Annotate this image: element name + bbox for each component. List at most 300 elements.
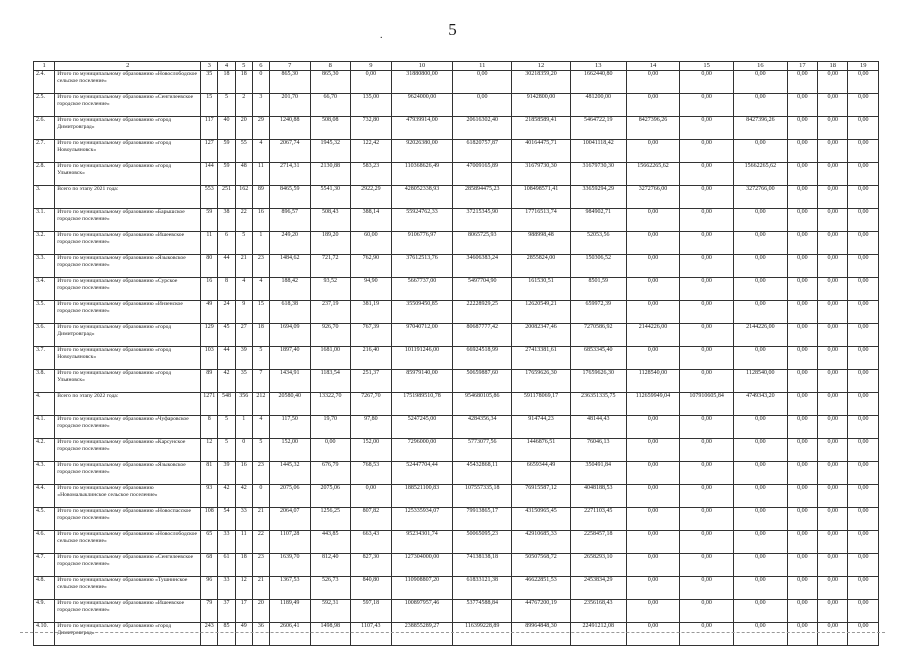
page-bottom-edge bbox=[20, 632, 885, 635]
table-cell: 0,00 bbox=[733, 231, 787, 254]
row-index-cell: 3.1. bbox=[34, 208, 55, 231]
table-cell: 108498571,41 bbox=[512, 185, 571, 208]
table-cell: 42 bbox=[218, 369, 235, 392]
table-row bbox=[34, 300, 879, 323]
table-cell: 44767200,19 bbox=[512, 599, 571, 622]
table-cell: 61833121,38 bbox=[453, 576, 512, 599]
row-index-cell: 4.1. bbox=[34, 415, 55, 438]
row-index-cell: 4.10. bbox=[34, 622, 55, 645]
table-cell: 30218359,20 bbox=[512, 70, 571, 93]
table-cell: 21 bbox=[252, 507, 269, 530]
table-cell: 0,00 bbox=[680, 254, 734, 277]
row-name-cell: Итого по муниципальному образованию «Барышское городское поселение» bbox=[55, 208, 201, 231]
row-name-cell: Итого по муниципальному образованию «Языковское городское поселение» bbox=[55, 461, 201, 484]
table-cell: 0,00 bbox=[787, 277, 817, 300]
table-cell: 0,00 bbox=[351, 70, 392, 93]
table-cell: 34606383,24 bbox=[453, 254, 512, 277]
table-cell: 2075,06 bbox=[270, 484, 311, 507]
table-cell: 1681,00 bbox=[310, 346, 351, 369]
table-cell: 18 bbox=[235, 70, 252, 93]
table-cell: 42 bbox=[235, 484, 252, 507]
table-cell: 94,90 bbox=[351, 277, 392, 300]
table-cell: 9142800,00 bbox=[512, 93, 571, 116]
table-cell: 1107,28 bbox=[270, 530, 311, 553]
table-cell: 23 bbox=[252, 254, 269, 277]
table-cell: 20 bbox=[252, 599, 269, 622]
table-cell: 0,00 bbox=[848, 162, 879, 185]
table-cell: 1639,70 bbox=[270, 553, 311, 576]
table-cell: 85979140,00 bbox=[391, 369, 453, 392]
column-header: 17 bbox=[787, 62, 817, 71]
row-index-cell: 4.7. bbox=[34, 553, 55, 576]
table-cell: 1128540,00 bbox=[733, 369, 787, 392]
table-cell: 1367,53 bbox=[270, 576, 311, 599]
table-cell: 0,00 bbox=[818, 369, 848, 392]
table-cell: 0,00 bbox=[787, 392, 817, 415]
table-cell: 0,00 bbox=[626, 484, 680, 507]
table-cell: 0,00 bbox=[818, 162, 848, 185]
table-cell: 2356168,43 bbox=[570, 599, 626, 622]
table-cell: 6853345,40 bbox=[570, 346, 626, 369]
table-cell: 0,00 bbox=[818, 507, 848, 530]
table-cell: 5 bbox=[252, 346, 269, 369]
table-row bbox=[34, 553, 879, 576]
table-cell: 0,00 bbox=[453, 93, 512, 116]
table-cell: 42910685,33 bbox=[512, 530, 571, 553]
table-cell: 0,00 bbox=[848, 530, 879, 553]
table-cell: 5541,30 bbox=[310, 185, 351, 208]
table-cell: 3 bbox=[252, 93, 269, 116]
table-cell: 249,20 bbox=[270, 231, 311, 254]
column-header: 2 bbox=[55, 62, 201, 71]
table-cell: 0,00 bbox=[848, 553, 879, 576]
table-cell: 0,00 bbox=[818, 346, 848, 369]
table-cell: 827,30 bbox=[351, 553, 392, 576]
table-cell: 0,00 bbox=[818, 622, 848, 645]
table-cell: 0,00 bbox=[787, 116, 817, 139]
table-cell: 35509450,85 bbox=[391, 300, 453, 323]
table-cell: 0,00 bbox=[733, 553, 787, 576]
table-cell: 2855824,00 bbox=[512, 254, 571, 277]
table-cell: 89964848,30 bbox=[512, 622, 571, 645]
table-cell: 0,00 bbox=[626, 277, 680, 300]
table-cell: 0,00 bbox=[626, 415, 680, 438]
table-cell: 44 bbox=[218, 254, 235, 277]
table-cell: 481200,00 bbox=[570, 93, 626, 116]
column-header: 1 bbox=[34, 62, 55, 71]
column-header: 3 bbox=[201, 62, 218, 71]
table-cell: 0 bbox=[252, 484, 269, 507]
table-cell: 2258457,18 bbox=[570, 530, 626, 553]
table-cell: 116399228,89 bbox=[453, 622, 512, 645]
table-cell: 20 bbox=[235, 116, 252, 139]
resettlement-table bbox=[33, 61, 879, 646]
table-row bbox=[34, 576, 879, 599]
table-cell: 0,00 bbox=[351, 484, 392, 507]
column-header: 12 bbox=[512, 62, 571, 71]
table-cell: 251 bbox=[218, 185, 235, 208]
table-cell: 10041118,42 bbox=[570, 139, 626, 162]
table-cell: 46622851,53 bbox=[512, 576, 571, 599]
table-cell: 0,00 bbox=[818, 300, 848, 323]
table-cell: 0,00 bbox=[680, 415, 734, 438]
table-cell: 27 bbox=[235, 323, 252, 346]
table-cell: 0,00 bbox=[787, 346, 817, 369]
table-cell: 914744,23 bbox=[512, 415, 571, 438]
table-cell: 0,00 bbox=[848, 185, 879, 208]
table-header-row bbox=[34, 62, 879, 71]
table-cell: 1897,40 bbox=[270, 346, 311, 369]
table-cell: 101191246,00 bbox=[391, 346, 453, 369]
table-cell: 0,00 bbox=[818, 461, 848, 484]
table-cell: 20580,40 bbox=[270, 392, 311, 415]
table-cell: 93,52 bbox=[310, 277, 351, 300]
row-index-cell: 2.5. bbox=[34, 93, 55, 116]
table-cell: 0,00 bbox=[787, 231, 817, 254]
table-cell: 4 bbox=[252, 277, 269, 300]
table-row bbox=[34, 70, 879, 93]
table-cell: 55 bbox=[235, 139, 252, 162]
table-cell: 18 bbox=[235, 553, 252, 576]
table-cell: 0,00 bbox=[680, 93, 734, 116]
table-row bbox=[34, 139, 879, 162]
row-name-cell: Итого по муниципальному образованию «город Димитровград» bbox=[55, 622, 201, 645]
table-cell: 865,30 bbox=[270, 70, 311, 93]
table-cell: 17 bbox=[235, 599, 252, 622]
table-cell: 896,57 bbox=[270, 208, 311, 231]
table-cell: 17659626,30 bbox=[570, 369, 626, 392]
column-header: 13 bbox=[570, 62, 626, 71]
table-cell: 0,00 bbox=[680, 599, 734, 622]
table-cell: 508,08 bbox=[310, 116, 351, 139]
table-cell: 52447704,44 bbox=[391, 461, 453, 484]
table-cell: 8065725,93 bbox=[453, 231, 512, 254]
table-cell: 659972,39 bbox=[570, 300, 626, 323]
table-cell: 2606,41 bbox=[270, 622, 311, 645]
table-cell: 0,00 bbox=[848, 70, 879, 93]
table-cell: 1484,62 bbox=[270, 254, 311, 277]
table-cell: 39 bbox=[218, 461, 235, 484]
table-cell: 526,73 bbox=[310, 576, 351, 599]
table-cell: 0,00 bbox=[733, 139, 787, 162]
table-cell: 5464722,19 bbox=[570, 116, 626, 139]
table-cell: 15662265,62 bbox=[733, 162, 787, 185]
table-cell: 50659887,60 bbox=[453, 369, 512, 392]
table-cell: 1107,43 bbox=[351, 622, 392, 645]
table-row bbox=[34, 231, 879, 254]
table-row bbox=[34, 162, 879, 185]
table-cell: 89 bbox=[252, 185, 269, 208]
table-cell: 37 bbox=[218, 599, 235, 622]
page-number: 5 bbox=[448, 20, 457, 39]
column-header: 4 bbox=[218, 62, 235, 71]
column-header: 18 bbox=[818, 62, 848, 71]
table-cell: 0,00 bbox=[848, 323, 879, 346]
table-cell: 0,00 bbox=[818, 553, 848, 576]
table-cell: 12 bbox=[235, 576, 252, 599]
table-cell: 0,00 bbox=[787, 162, 817, 185]
table-cell: 18 bbox=[218, 70, 235, 93]
table-cell: 31880800,00 bbox=[391, 70, 453, 93]
table-cell: 24 bbox=[218, 300, 235, 323]
table-cell: 2067,74 bbox=[270, 139, 311, 162]
table-cell: 0,00 bbox=[733, 484, 787, 507]
table-cell: 388,14 bbox=[351, 208, 392, 231]
table-cell: 0,00 bbox=[626, 530, 680, 553]
row-name-cell: Итого по муниципальному образованию «город Димитровград» bbox=[55, 116, 201, 139]
table-row bbox=[34, 484, 879, 507]
table-cell: 81 bbox=[201, 461, 218, 484]
table-cell: 4284356,34 bbox=[453, 415, 512, 438]
table-cell: 61 bbox=[218, 553, 235, 576]
table-cell: 7267,70 bbox=[351, 392, 392, 415]
row-name-cell: Итого по муниципальному образованию «Тушнинское сельское поселение» bbox=[55, 576, 201, 599]
table-cell: 33 bbox=[218, 576, 235, 599]
table-cell: 285894475,23 bbox=[453, 185, 512, 208]
column-header: 16 bbox=[733, 62, 787, 71]
table-cell: 0,00 bbox=[680, 208, 734, 231]
table-cell: 0,00 bbox=[848, 116, 879, 139]
table-cell: 15 bbox=[252, 300, 269, 323]
table-cell: 0,00 bbox=[733, 277, 787, 300]
table-cell: 0,00 bbox=[818, 139, 848, 162]
table-cell: 0,00 bbox=[680, 484, 734, 507]
table-cell: 92026380,00 bbox=[391, 139, 453, 162]
table-cell: 0,00 bbox=[733, 599, 787, 622]
row-name-cell: Итого по муниципальному образованию «Новослободское сельское поселение» bbox=[55, 530, 201, 553]
table-cell: 0,00 bbox=[818, 185, 848, 208]
table-cell: 60,00 bbox=[351, 231, 392, 254]
table-cell: 0,00 bbox=[787, 139, 817, 162]
table-cell: 43150965,45 bbox=[512, 507, 571, 530]
table-cell: 592,31 bbox=[310, 599, 351, 622]
table-cell: 4048188,53 bbox=[570, 484, 626, 507]
table-cell: 74138138,18 bbox=[453, 553, 512, 576]
table-cell: 0,00 bbox=[626, 599, 680, 622]
table-cell: 37215345,90 bbox=[453, 208, 512, 231]
row-index-cell: 3.4. bbox=[34, 277, 55, 300]
table-cell: 0,00 bbox=[680, 70, 734, 93]
table-cell: 7270586,92 bbox=[570, 323, 626, 346]
table-cell: 0,00 bbox=[680, 507, 734, 530]
table-row bbox=[34, 530, 879, 553]
table-cell: 2130,88 bbox=[310, 162, 351, 185]
table-cell: 12620549,21 bbox=[512, 300, 571, 323]
table-cell: 251,37 bbox=[351, 369, 392, 392]
table-cell: 428052338,93 bbox=[391, 185, 453, 208]
table-cell: 100897957,46 bbox=[391, 599, 453, 622]
row-index-cell: 4.2. bbox=[34, 438, 55, 461]
table-cell: 0,00 bbox=[818, 323, 848, 346]
table-cell: 732,80 bbox=[351, 116, 392, 139]
table-cell: 0,00 bbox=[818, 599, 848, 622]
table-cell: 216,40 bbox=[351, 346, 392, 369]
table-row bbox=[34, 254, 879, 277]
table-cell: 23 bbox=[252, 461, 269, 484]
table-cell: 0,00 bbox=[848, 254, 879, 277]
table-cell: 0,00 bbox=[626, 461, 680, 484]
table-cell: 9106776,97 bbox=[391, 231, 453, 254]
table-cell: 5247245,00 bbox=[391, 415, 453, 438]
row-name-cell: Итого по муниципальному образованию «Чуфаровское городское поселение» bbox=[55, 415, 201, 438]
table-cell: 1 bbox=[252, 231, 269, 254]
table-cell: 0,00 bbox=[787, 93, 817, 116]
table-cell: 127304000,00 bbox=[391, 553, 453, 576]
table-cell: 0,00 bbox=[733, 530, 787, 553]
table-cell: 35 bbox=[201, 70, 218, 93]
table-cell: 21858589,41 bbox=[512, 116, 571, 139]
table-cell: 0,00 bbox=[680, 231, 734, 254]
table-cell: 201,70 bbox=[270, 93, 311, 116]
table-cell: 0 bbox=[252, 70, 269, 93]
table-cell: 954680105,86 bbox=[453, 392, 512, 415]
table-cell: 37612513,76 bbox=[391, 254, 453, 277]
table-cell: 6 bbox=[218, 231, 235, 254]
row-index-cell: 2.8. bbox=[34, 162, 55, 185]
row-name-cell: Итого по муниципальному образованию «Инзенское городское поселение» bbox=[55, 300, 201, 323]
table-cell: 0,00 bbox=[453, 70, 512, 93]
table-cell: 0,00 bbox=[787, 254, 817, 277]
table-cell: 35 bbox=[235, 369, 252, 392]
table-cell: 11 bbox=[252, 162, 269, 185]
table-cell: 7296000,00 bbox=[391, 438, 453, 461]
table-cell: 11 bbox=[235, 530, 252, 553]
table-cell: 2453834,29 bbox=[570, 576, 626, 599]
table-cell: 11 bbox=[201, 231, 218, 254]
table-cell: 0,00 bbox=[787, 553, 817, 576]
table-cell: 237,19 bbox=[310, 300, 351, 323]
table-cell: 17659626,30 bbox=[512, 369, 571, 392]
table-cell: 54 bbox=[218, 507, 235, 530]
table-cell: 597,18 bbox=[351, 599, 392, 622]
table-cell: 0,00 bbox=[818, 93, 848, 116]
row-name-cell: Итого по муниципальному образованию «город Димитровград» bbox=[55, 323, 201, 346]
table-cell: 4 bbox=[252, 139, 269, 162]
row-name-cell: Итого по муниципальному образованию «Карсунское городское поселение» bbox=[55, 438, 201, 461]
table-cell: 1446876,51 bbox=[512, 438, 571, 461]
table-cell: 2271103,45 bbox=[570, 507, 626, 530]
row-index-cell: 2.4. bbox=[34, 70, 55, 93]
table-cell: 0,00 bbox=[848, 415, 879, 438]
table-cell: 108 bbox=[201, 507, 218, 530]
table-cell: 33 bbox=[235, 507, 252, 530]
table-cell: 0,00 bbox=[787, 438, 817, 461]
table-cell: 122,42 bbox=[351, 139, 392, 162]
table-cell: 27413381,61 bbox=[512, 346, 571, 369]
row-name-cell: Итого по муниципальному образованию «город Ульяновск» bbox=[55, 369, 201, 392]
row-name-cell: Итого по муниципальному образованию «Ишеевское городское поселение» bbox=[55, 231, 201, 254]
table-cell: 0,00 bbox=[680, 530, 734, 553]
row-index-cell: 4.5. bbox=[34, 507, 55, 530]
table-cell: 0,00 bbox=[818, 231, 848, 254]
row-name-cell: Итого по муниципальному образованию «Языковское городское поселение» bbox=[55, 254, 201, 277]
table-cell: 23 bbox=[252, 553, 269, 576]
table-cell: 1945,32 bbox=[310, 139, 351, 162]
table-cell: 0,00 bbox=[733, 93, 787, 116]
table-cell: 2922,29 bbox=[351, 185, 392, 208]
table-cell: 1189,49 bbox=[270, 599, 311, 622]
table-row bbox=[34, 323, 879, 346]
table-cell: 48 bbox=[235, 162, 252, 185]
table-cell: 22 bbox=[252, 530, 269, 553]
table-cell: 865,30 bbox=[310, 70, 351, 93]
table-cell: 59 bbox=[218, 139, 235, 162]
table-cell: 0,00 bbox=[680, 576, 734, 599]
row-index-cell: 4.6. bbox=[34, 530, 55, 553]
table-cell: 840,80 bbox=[351, 576, 392, 599]
table-cell: 89 bbox=[201, 369, 218, 392]
table-cell: 40164475,71 bbox=[512, 139, 571, 162]
table-cell: 50065095,23 bbox=[453, 530, 512, 553]
table-cell: 0,00 bbox=[787, 576, 817, 599]
table-cell: 80687777,42 bbox=[453, 323, 512, 346]
table-cell: 50507568,72 bbox=[512, 553, 571, 576]
table-cell: 0,00 bbox=[626, 139, 680, 162]
table-cell: 381,19 bbox=[351, 300, 392, 323]
table-cell: 0,00 bbox=[848, 139, 879, 162]
table-cell: 0,00 bbox=[787, 599, 817, 622]
table-cell: 15 bbox=[201, 93, 218, 116]
table-cell: 0,00 bbox=[680, 346, 734, 369]
column-header: 10 bbox=[391, 62, 453, 71]
table-cell: 53774588,84 bbox=[453, 599, 512, 622]
table-cell: 0,00 bbox=[626, 346, 680, 369]
table-cell: 0,00 bbox=[818, 254, 848, 277]
table-cell: 0,00 bbox=[626, 254, 680, 277]
table-cell: 618,38 bbox=[270, 300, 311, 323]
table-cell: 0,00 bbox=[787, 323, 817, 346]
table-cell: 243 bbox=[201, 622, 218, 645]
table-cell: 663,43 bbox=[351, 530, 392, 553]
table-cell: 80 bbox=[201, 254, 218, 277]
table-cell: 0,00 bbox=[787, 185, 817, 208]
row-index-cell: 3.2. bbox=[34, 231, 55, 254]
table-cell: 97040712,00 bbox=[391, 323, 453, 346]
row-name-cell: Итого по муниципальному образованию «город Новоульяновск» bbox=[55, 346, 201, 369]
table-cell: 0,00 bbox=[848, 392, 879, 415]
row-name-cell: Итого по муниципальному образованию «город Новоульяновск» bbox=[55, 139, 201, 162]
table-cell: 0,00 bbox=[818, 438, 848, 461]
table-cell: 45 bbox=[218, 323, 235, 346]
table-cell: 0,00 bbox=[787, 369, 817, 392]
table-cell: 189,20 bbox=[310, 231, 351, 254]
table-cell: 107557335,18 bbox=[453, 484, 512, 507]
table-cell: 0,00 bbox=[787, 507, 817, 530]
column-header: 9 bbox=[351, 62, 392, 71]
table-cell: 553 bbox=[201, 185, 218, 208]
row-name-cell: Всего по этапу 2021 года: bbox=[55, 185, 201, 208]
table-cell: 79913865,17 bbox=[453, 507, 512, 530]
table-cell: 0,00 bbox=[733, 576, 787, 599]
table-cell: 0,00 bbox=[818, 116, 848, 139]
table-cell: 20616302,40 bbox=[453, 116, 512, 139]
table-cell: 144 bbox=[201, 162, 218, 185]
table-cell: 721,72 bbox=[310, 254, 351, 277]
table-row bbox=[34, 93, 879, 116]
table-cell: 110368626,49 bbox=[391, 162, 453, 185]
table-cell: 0,00 bbox=[848, 208, 879, 231]
table-cell: 36 bbox=[252, 622, 269, 645]
table-row bbox=[34, 346, 879, 369]
table-cell: 20082347,46 bbox=[512, 323, 571, 346]
table-cell: 591178069,17 bbox=[512, 392, 571, 415]
table-cell: 0,00 bbox=[733, 346, 787, 369]
table-cell: 2144226,00 bbox=[626, 323, 680, 346]
row-index-cell: 3.6. bbox=[34, 323, 55, 346]
table-cell: 44 bbox=[218, 346, 235, 369]
table-cell: 107910605,84 bbox=[680, 392, 734, 415]
table-cell: 443,85 bbox=[310, 530, 351, 553]
